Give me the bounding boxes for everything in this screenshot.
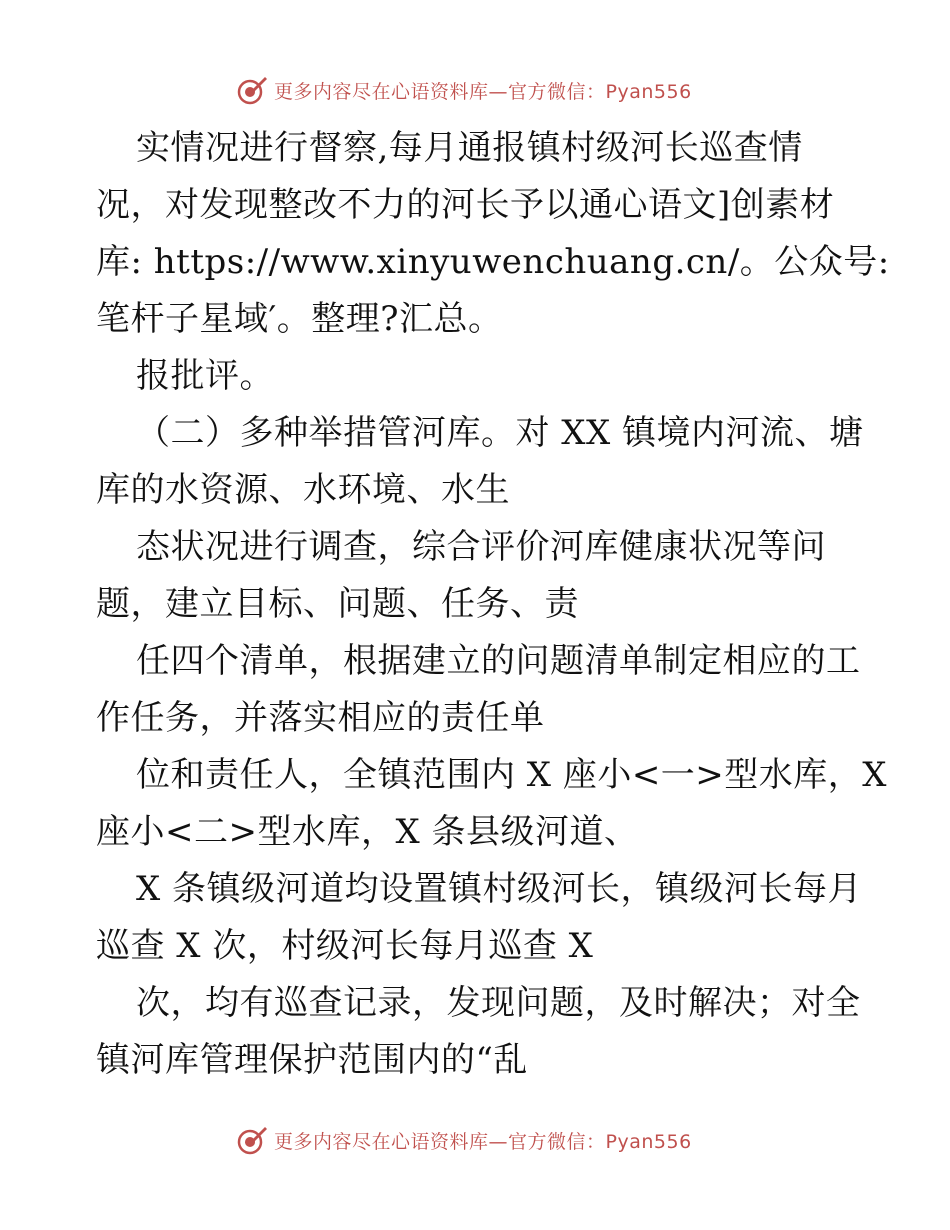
text-line: （二）多种举措管河库。对 XX 镇境内河流、塘 [136,413,864,453]
text-line: 报批评。 [136,356,274,396]
banner-main-text: 更多内容尽在心语资料库 [274,1130,489,1153]
text-line: 况，对发现整改不力的河长予以通心语文]创素材 [96,185,835,225]
text-line: X 条镇级河道均设置镇村级河长，镇级河长每月 [136,869,863,909]
banner-main-text: 更多内容尽在心语资料库 [274,80,489,103]
header-banner [236,72,692,108]
footer-banner [236,1122,692,1158]
text-line: 位和责任人，全镇范围内 X 座小<一>型水库，X [136,755,888,795]
text-line: 实情况进行督察,每月通报镇村级河长巡查情 [136,128,803,168]
banner-wechat-text: 官方微信：Pyan556 [508,80,692,103]
banner-wechat-text: 官方微信：Pyan556 [508,1130,692,1153]
text-line: 巡查 X 次，村级河长每月巡查 X [96,926,594,966]
text-line: 库: https://www.xinyuwenchuang.cn/。公众号: [96,242,890,282]
text-line: 次，均有巡查记录，发现问题，及时解决；对全 [136,983,861,1023]
pen-logo-icon [236,1124,268,1156]
text-line: 库的水资源、水环境、水生 [96,470,510,510]
banner-text [274,77,692,104]
pen-logo-icon [236,74,268,106]
text-line: 笔杆子星域′。整理?汇总。 [96,299,503,339]
text-line: 任四个清单，根据建立的问题清单制定相应的工 [136,641,861,681]
text-line: 作任务，并落实相应的责任单 [96,698,545,738]
banner-text [274,1127,692,1154]
text-line: 态状况进行调查，综合评价河库健康状况等问 [136,527,826,567]
banner-separator: — [488,80,509,103]
text-line: 题，建立目标、问题、任务、责 [96,584,579,624]
document-body [96,120,890,1089]
text-line: 镇河库管理保护范围内的“乱 [96,1040,528,1080]
banner-separator: — [488,1130,509,1153]
text-line: 座小<二>型水库，X 条县级河道、 [96,812,639,852]
